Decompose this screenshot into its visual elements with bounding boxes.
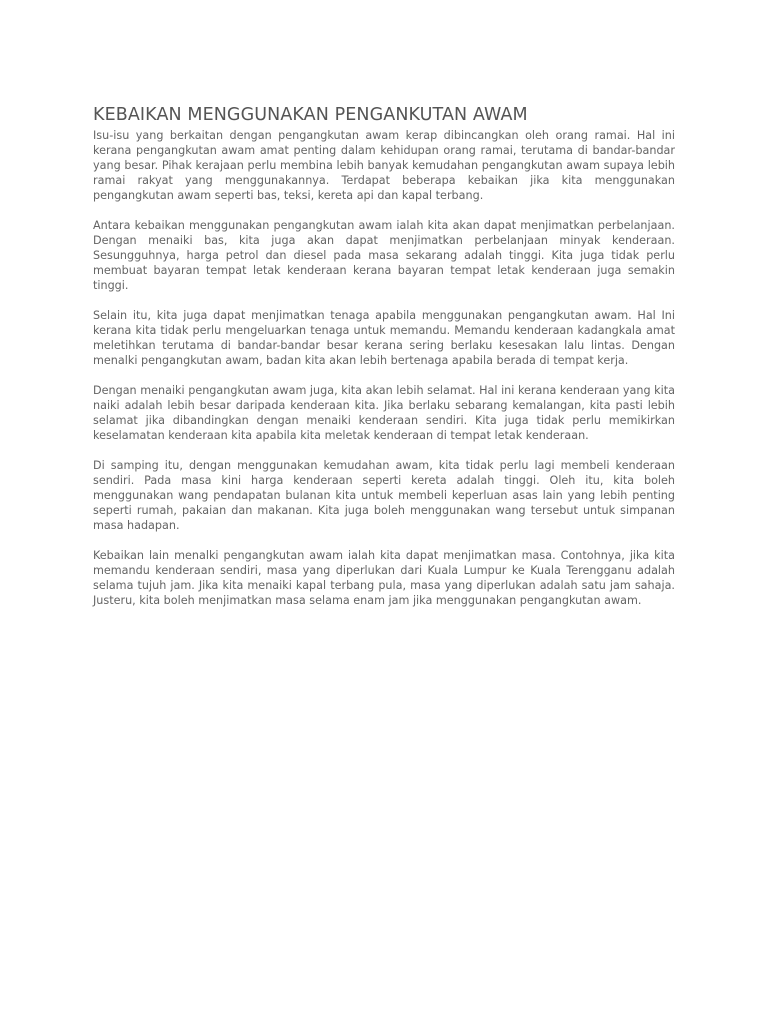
paragraph-intro: Isu-isu yang berkaitan dengan pengangkutan awam kerap dibincangkan oleh orang ramai. Hal ini kerana pengangkutan awam amat penting dalam kehidupan orang ramai, terutama di bandar-bandar yang besar. Pihak kerajaan perlu membina lebih banyak kemudahan pengangkutan awam supaya lebih ramai rakyat yang menggunakannya. Terdapat beberapa kebaikan jika kita menggunakan pengangkutan awam seperti bas, teksi, kereta api dan kapal terbang. bbox=[93, 129, 675, 202]
document-title: KEBAIKAN MENGGUNAKAN PENGANKUTAN AWAM bbox=[93, 105, 528, 125]
paragraph-no-vehicle: Di samping itu, dengan menggunakan kemudahan awam, kita tidak perlu lagi membeli kenderaan sendiri. Pada masa kini harga kenderaan seperti kereta adalah tinggi. Oleh itu, kita boleh menggunakan wang pendapatan bulanan kita untuk membeli keperluan asas lain yang lebih penting seperti rumah, pakaian dan makanan. Kita juga boleh menggunakan wang tersebut untuk simpanan masa hadapan. bbox=[93, 459, 675, 532]
paragraph-time: Kebaikan lain menalki pengangkutan awam ialah kita dapat menjimatkan masa. Contohnya, jika kita memandu kenderaan sendiri, masa yang diperlukan dari Kuala Lumpur ke Kuala Terengganu adalah selama tujuh jam. Jika kita menaiki kapal terbang pula, masa yang diperlukan adalah satu jam sahaja. Justeru, kita boleh menjimatkan masa selama enam jam jika menggunakan pengangkutan awam. bbox=[93, 549, 675, 607]
document-page bbox=[93, 104, 675, 623]
paragraph-safety: Dengan menaiki pengangkutan awam juga, kita akan lebih selamat. Hal ini kerana kenderaan yang kita naiki adalah lebih besar daripada kenderaan kita. Jika berlaku sebarang kemalangan, kita pasti lebih selamat jika dibandingkan dengan menaiki kenderaan sendiri. Kita juga tidak perlu memikirkan keselamatan kenderaan kita apabila kita meletak kenderaan di tempat letak kenderaan. bbox=[93, 384, 675, 442]
paragraph-energy: Selain itu, kita juga dapat menjimatkan tenaga apabila menggunakan pengangkutan awam. Hal Ini kerana kita tidak perlu mengeluarkan tenaga untuk memandu. Memandu kenderaan kadangkala amat meletihkan terutama di bandar-bandar besar kerana sering berlaku kesesakan lalu lintas. Dengan menalki pengangkutan awam, badan kita akan lebih bertenaga apabila berada di tempat kerja. bbox=[93, 309, 675, 367]
paragraph-savings: Antara kebaikan menggunakan pengangkutan awam ialah kita akan dapat menjimatkan perbelanjaan. Dengan menaiki bas, kita juga akan dapat menjimatkan perbelanjaan minyak kenderaan. Sesungguhnya, harga petrol dan diesel pada masa sekarang adalah tinggi. Kita juga tidak perlu membuat bayaran tempat letak kenderaan kerana bayaran tempat letak kenderaan juga semakin tinggi. bbox=[93, 219, 675, 292]
